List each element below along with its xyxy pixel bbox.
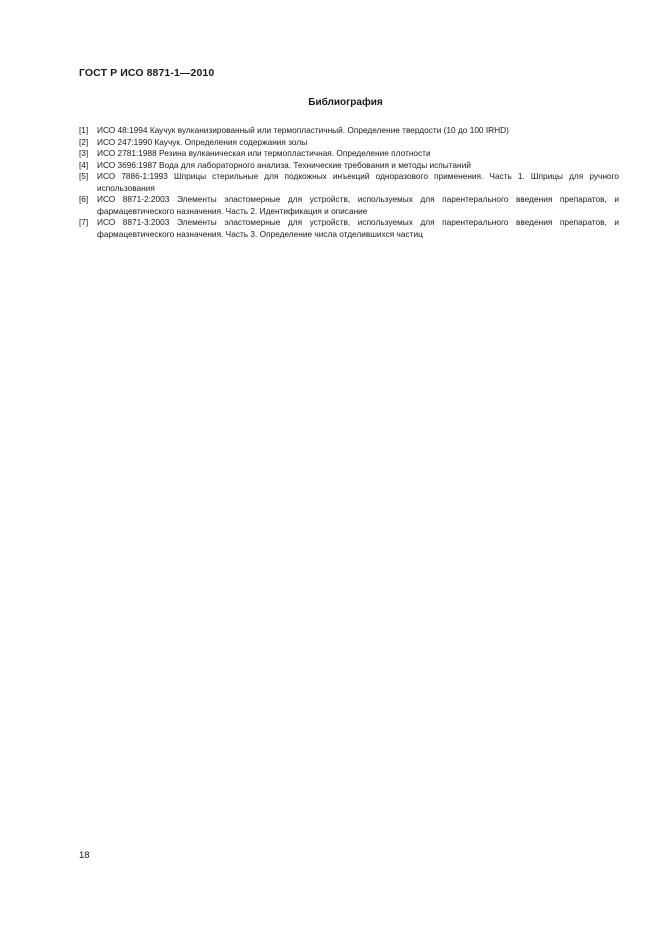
section-title: Библиография (308, 97, 383, 108)
list-item (79, 137, 619, 149)
list-item (79, 217, 619, 240)
document-header: ГОСТ Р ИСО 8871-1—2010 (79, 67, 215, 79)
list-item (79, 171, 619, 194)
reference-text: ИСО 3696:1987 Вода для лабораторного анализа. Технические требования и методы испытаний (97, 159, 471, 170)
reference-text: ИСО 7886-1:1993 Шприцы стерильные для подкожных инъекций одноразового применения. Часть 1. Шприцы для ручного использования (97, 171, 619, 193)
list-item (79, 148, 619, 160)
reference-text: ИСО 8871-3:2003 Элементы эластомерные для устройств, используемых для парентерального введения препаратов, и фармацевтического назначения. Часть 3. Определение числа отделившихся частиц (97, 217, 619, 239)
reference-text: ИСО 247:1990 Каучук. Определения содержания золы (97, 136, 308, 147)
reference-number: [3] (79, 148, 89, 158)
list-item (79, 194, 619, 217)
reference-number: [1] (79, 125, 89, 135)
reference-number: [4] (79, 159, 89, 170)
reference-text: ИСО 8871-2:2003 Элементы эластомерные для устройств, используемых для парентерального введения препаратов, и фармацевтического назначения. Часть 2. Идентификация и описание (97, 194, 619, 216)
list-item (79, 160, 619, 172)
reference-number: [2] (79, 136, 89, 147)
reference-number: [7] (79, 217, 89, 227)
page-number: 18 (79, 850, 90, 861)
reference-number: [6] (79, 194, 89, 204)
list-item (79, 125, 619, 137)
reference-text: ИСО 48:1994 Каучук вулканизированный или термопластичный. Определение твердости (10 до 100 IRHD) (97, 125, 509, 135)
bibliography-list (79, 125, 619, 240)
reference-text: ИСО 2781:1988 Резина вулканическая или термопластичная. Определение плотности (97, 148, 431, 158)
reference-number: [5] (79, 171, 89, 181)
